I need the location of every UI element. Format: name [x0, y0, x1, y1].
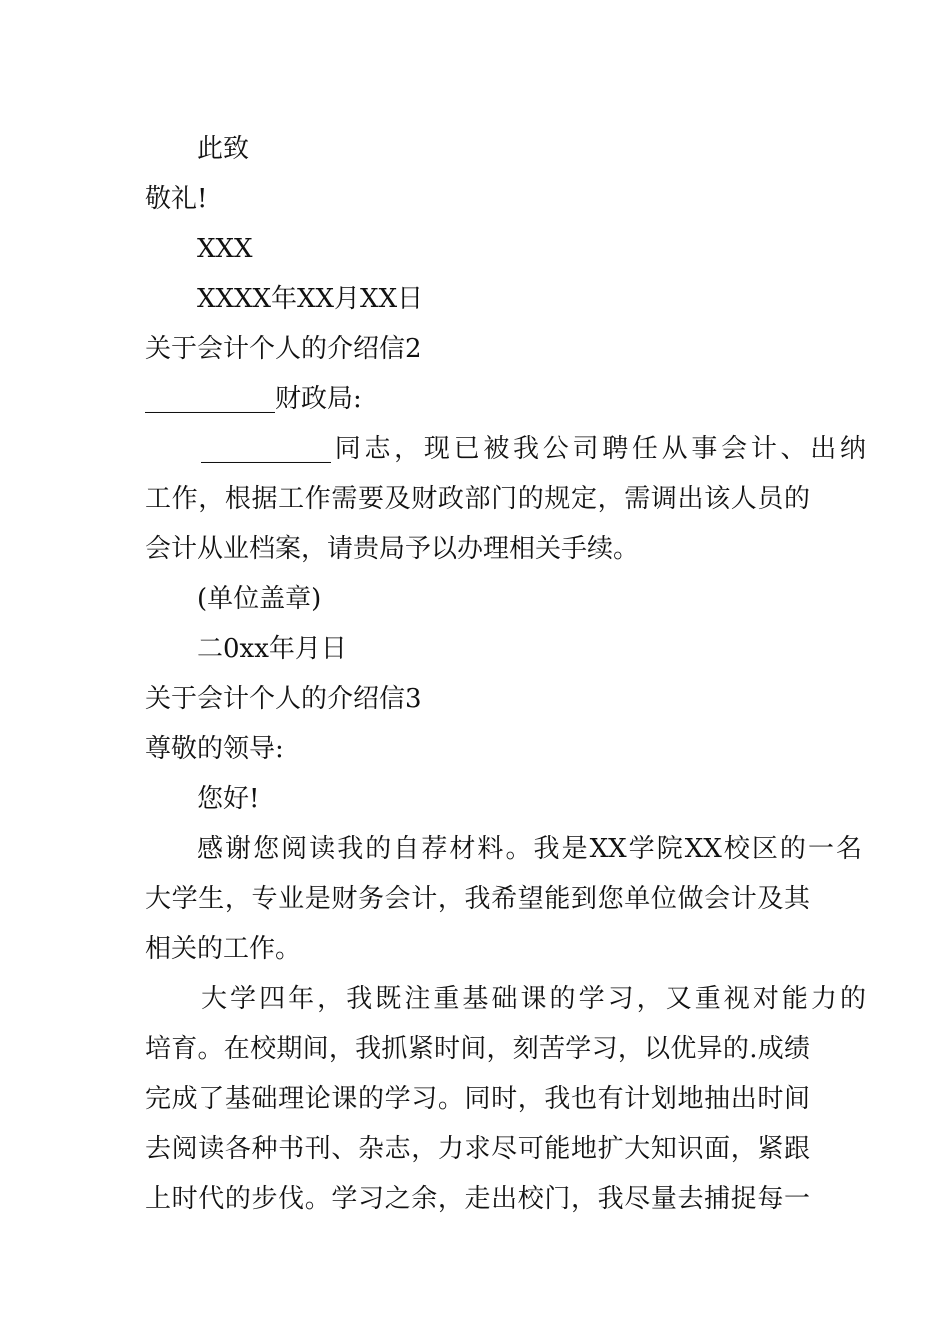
- letter2-body-line: __________同志，现已被我公司聘任从事会计、出纳: [201, 434, 866, 464]
- letter2-body-line: 工作，根据工作需要及财政部门的规定，需调出该人员的: [145, 484, 810, 514]
- closing-cizhi: 此致: [197, 134, 250, 164]
- letter2-recipient: __________财政局:: [145, 384, 362, 414]
- letter2-body-line: 会计从业档案，请贵局予以办理相关手续。: [145, 534, 640, 564]
- letter3-para1-line: 感谢您阅读我的自荐材料。我是XX学院XX校区的一名: [197, 834, 862, 864]
- letter3-hello: 您好!: [197, 784, 260, 814]
- closing-signer: XXX: [197, 234, 253, 264]
- letter3-para2-line: 上时代的步伐。学习之余，走出校门，我尽量去捕捉每一: [145, 1184, 810, 1214]
- letter3-para2-line: 去阅读各种书刊、杂志，力求尽可能地扩大知识面，紧跟: [145, 1134, 810, 1164]
- letter3-greeting: 尊敬的领导:: [145, 734, 284, 764]
- letter3-para2-line: 大学四年，我既注重基础课的学习，又重视对能力的: [201, 984, 866, 1014]
- letter3-title: 关于会计个人的介绍信3: [145, 684, 422, 714]
- letter3-para1-line: 大学生，专业是财务会计，我希望能到您单位做会计及其: [145, 884, 810, 914]
- letter2-seal: (单位盖章): [197, 584, 322, 614]
- closing-date: XXXX年XX月XX日: [197, 284, 424, 314]
- letter2-date: 二0xx年月日: [197, 634, 347, 664]
- letter3-para1-line: 相关的工作。: [145, 934, 302, 964]
- closing-jingli: 敬礼!: [145, 184, 208, 214]
- letter2-title: 关于会计个人的介绍信2: [145, 334, 422, 364]
- letter3-para2-line: 完成了基础理论课的学习。同时，我也有计划地抽出时间: [145, 1084, 810, 1114]
- letter3-para2-line: 培育。在校期间，我抓紧时间，刻苦学习，以优异的.成绩: [145, 1034, 810, 1064]
